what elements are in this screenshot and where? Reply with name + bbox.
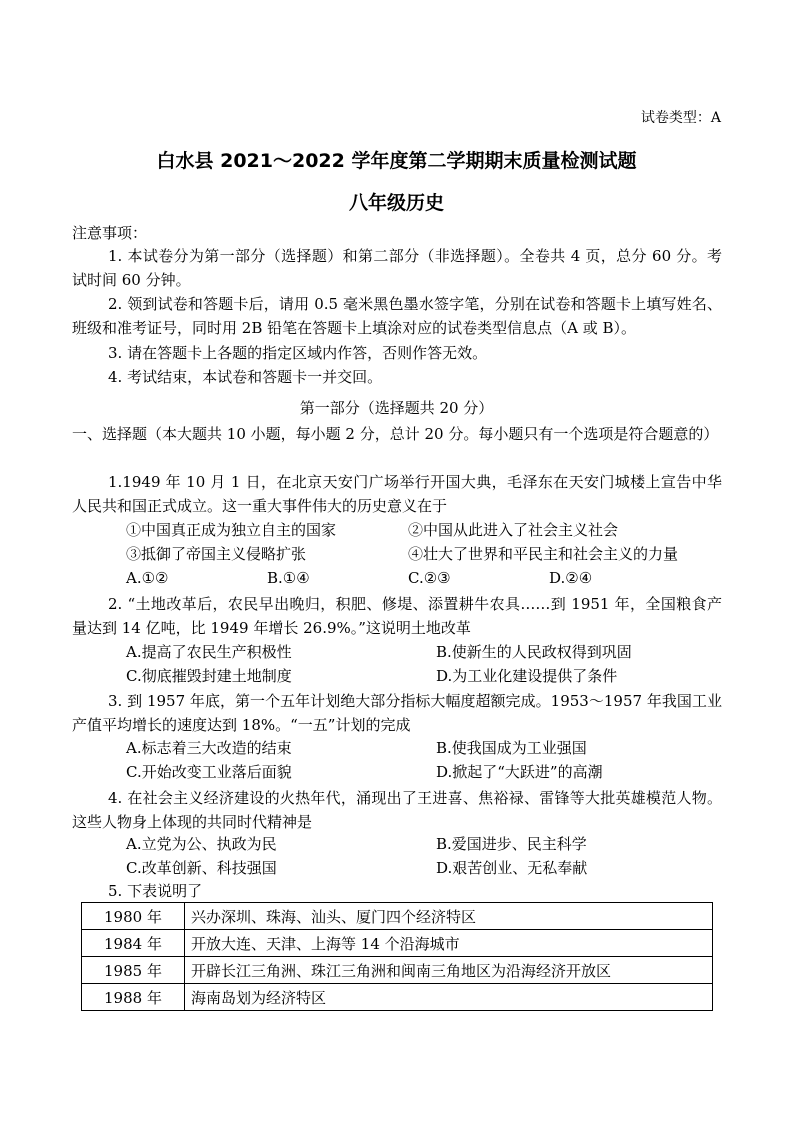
table-row [82, 930, 713, 957]
option: B.使我国成为工业强国 [436, 739, 587, 757]
table-cell-event: 开辟长江三角洲、珠江三角洲和闽南三角地区为沿海经济开放区 [185, 957, 713, 984]
table-cell-year: 1988 年 [82, 984, 185, 1011]
question-stem: 3. 到 1957 年底，第一个五年计划绝大部分指标大幅度超额完成。1953～1957 年我国工业产值平均增长的速度达到 18%。“一五”计划的完成 [72, 692, 722, 734]
option: B.爱国进步、民主科学 [436, 835, 587, 853]
table-cell-event: 开放大连、天津、上海等 14 个沿海城市 [185, 930, 713, 957]
statement: ③抵御了帝国主义侵略扩张 [126, 545, 307, 563]
option: C.开始改变工业落后面貌 [126, 763, 292, 781]
option: D.②④ [549, 569, 593, 587]
table-row [82, 984, 713, 1011]
reform-table [81, 902, 713, 1011]
table-row [82, 957, 713, 984]
statement: ①中国真正成为独立自主的国家 [126, 521, 337, 539]
question-stem: 2. “土地改革后，农民早出晚归，积肥、修堤、添置耕牛农具……到 1951 年，全国粮食产量达到 14 亿吨，比 1949 年增长 26.9%。”这说明土地改革 [72, 595, 722, 637]
option: A.提高了农民生产积极性 [126, 643, 292, 661]
part1-heading: 第一部分（选择题共 20 分） [299, 399, 494, 417]
option: B.使新生的人民政权得到巩固 [436, 643, 632, 661]
option: D.艰苦创业、无私奉献 [436, 859, 588, 877]
exam-type-label: 试卷类型：A [640, 110, 721, 126]
statement: ②中国从此进入了社会主义社会 [408, 521, 619, 539]
table-row [82, 903, 713, 930]
page-title: 白水县 2021～2022 学年度第二学期期末质量检测试题 [156, 150, 637, 172]
option: A.①② [126, 569, 169, 587]
option: A.立党为公、执政为民 [126, 835, 277, 853]
option: C.彻底摧毁封建土地制度 [126, 667, 292, 685]
notice-item: 1. 本试卷分为第一部分（选择题）和第二部分（非选择题）。全卷共 4 页，总分 60 分。考试时间 60 分钟。 [72, 247, 722, 289]
page-subtitle: 八年级历史 [348, 192, 444, 214]
question-stem: 1.1949 年 10 月 1 日，在北京天安门广场举行开国大典，毛泽东在天安门城楼上宣告中华人民共和国正式成立。这一重大事件伟大的历史意义在于 [72, 473, 722, 515]
option: B.①④ [267, 569, 310, 587]
option: D.为工业化建设提供了条件 [436, 667, 618, 685]
table-cell-year: 1985 年 [82, 957, 185, 984]
table-cell-year: 1980 年 [82, 903, 185, 930]
option: D.掀起了“大跃进”的高潮 [436, 763, 603, 781]
question-stem: 5. 下表说明了 [108, 882, 203, 900]
notice-heading: 注意事项： [72, 224, 148, 242]
option: C.②③ [408, 569, 451, 587]
table-cell-year: 1984 年 [82, 930, 185, 957]
notice-item: 2. 领到试卷和答题卡后，请用 0.5 毫米黑色墨水签字笔，分别在试卷和答题卡上填写姓名、班级和准考证号，同时用 2B 铅笔在答题卡上填涂对应的试卷类型信息点（A 或 B）。 [72, 295, 722, 337]
option: A.标志着三大改造的结束 [126, 739, 292, 757]
table-cell-event: 海南岛划为经济特区 [185, 984, 713, 1011]
question-stem: 4. 在社会主义经济建设的火热年代，涌现出了王进喜、焦裕禄、雷锋等大批英雄模范人物。这些人物身上体现的共同时代精神是 [72, 789, 722, 831]
table-cell-event: 兴办深圳、珠海、汕头、厦门四个经济特区 [185, 903, 713, 930]
option: C.改革创新、科技强国 [126, 859, 277, 877]
statement: ④壮大了世界和平民主和社会主义的力量 [408, 545, 679, 563]
section-intro: 一、选择题（本大题共 10 小题，每小题 2 分，总计 20 分。每小题只有一个选项是符合题意的） [72, 425, 719, 443]
notice-item: 4. 考试结束，本试卷和答题卡一并交回。 [108, 368, 383, 386]
notice-item: 3. 请在答题卡上各题的指定区域内作答，否则作答无效。 [108, 344, 488, 362]
